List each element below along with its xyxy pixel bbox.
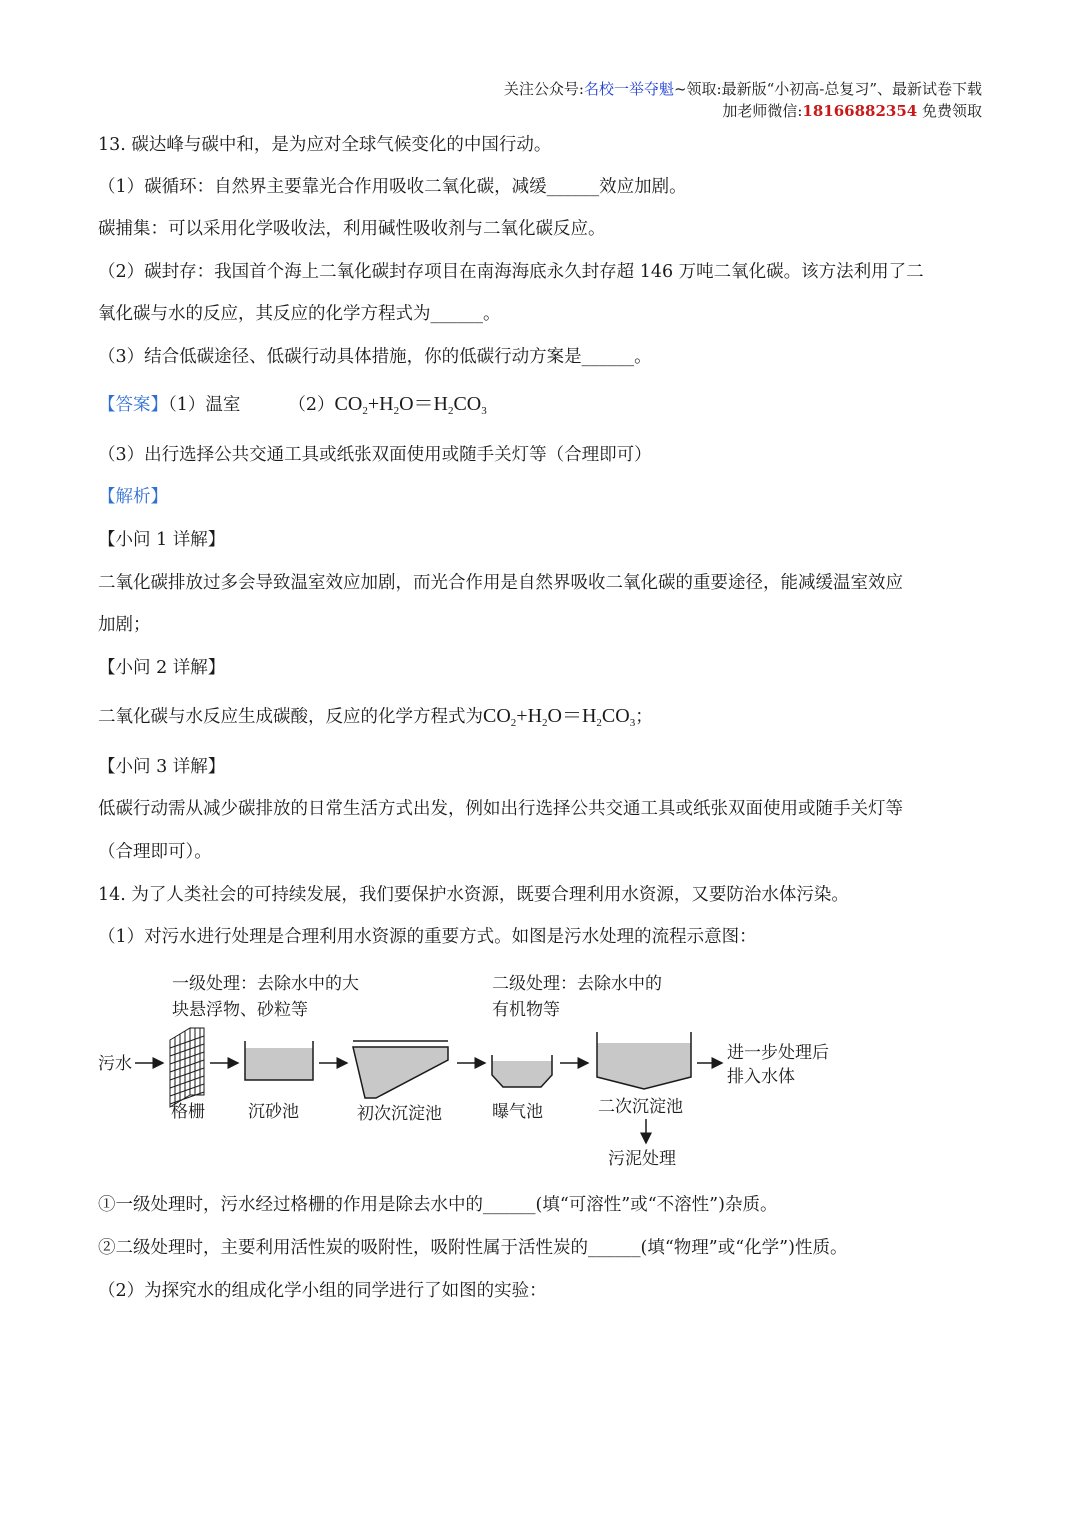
wechat-number: 18166882354 <box>802 102 918 120</box>
sub2-title: 【小问 2 详解】 <box>98 658 226 678</box>
q13-stem: 13. 碳达峰与碳中和，是为应对全球气候变化的中国行动。 <box>98 135 552 155</box>
sub3-text-a: 低碳行动需从减少碳排放的日常生活方式出发，例如出行选择公共交通工具或纸张双面使用或随手关灯等 <box>98 799 903 819</box>
equation: $CO_2+H_2O=H_2CO_3$ <box>483 705 636 729</box>
secondary-desc-2: 有机物等 <box>492 1000 560 1020</box>
grid-screen-icon <box>170 1028 204 1107</box>
q13-part3: （3）结合低碳途径、低碳行动具体措施，你的低碳行动方案是______。 <box>98 347 652 367</box>
primary-tank <box>353 1047 448 1098</box>
primary-tank-label: 初次沉淀池 <box>357 1104 442 1124</box>
analysis-tag: 【解析】 <box>98 487 168 507</box>
sub3-text-b: （合理即可）。 <box>98 842 212 862</box>
answer-tag: 【答案】 <box>98 395 168 415</box>
promo-line-2: 加老师微信:18166882354 免费领取 <box>722 102 982 120</box>
output-label-1: 进一步处理后 <box>727 1043 829 1063</box>
q13-answer3: （3）出行选择公共交通工具或纸张双面使用或随手关灯等（合理即可） <box>98 445 652 465</box>
sub1-text-b: 加剧； <box>98 615 151 635</box>
q13-part2a: （2）碳封存：我国首个海上二氧化碳封存项目在南海海底永久封存超 146 万吨二氧化碳。该方法利用了二 <box>98 262 924 282</box>
grid-label: 格栅 <box>171 1102 205 1122</box>
output-label-2: 排入水体 <box>727 1067 795 1087</box>
q13-part1: （1）碳循环：自然界主要靠光合作用吸收二氧化碳，减缓______效应加剧。 <box>98 177 687 197</box>
secondary-desc-1: 二级处理：去除水中的 <box>492 974 662 994</box>
q14-part2: （2）为探究水的组成化学小组的同学进行了如图的实验： <box>98 1281 547 1301</box>
aeration-tank-water <box>492 1061 552 1087</box>
primary-desc-1: 一级处理：去除水中的大 <box>172 974 359 994</box>
wastewater-flow-diagram <box>95 965 855 1180</box>
q14-sub2: ②二级处理时，主要利用活性炭的吸附性，吸附性属于活性炭的______(填“物理”或“化学”)性质。 <box>98 1238 848 1258</box>
sub1-text-a: 二氧化碳排放过多会导致温室效应加剧，而光合作用是自然界吸收二氧化碳的重要途径，能减缓温室效应 <box>98 573 903 593</box>
q13-answer: 【答案】（1）温室 $(2)CO_2+H_2O=H_2CO_3$ <box>98 393 487 417</box>
grit-tank-water <box>245 1048 313 1080</box>
q14-stem: 14. 为了人类社会的可持续发展，我们要保护水资源，既要合理利用水资源，又要防治水体污染。 <box>98 885 849 905</box>
sub3-title: 【小问 3 详解】 <box>98 757 226 777</box>
primary-desc-2: 块悬浮物、砂粒等 <box>172 1000 308 1020</box>
q14-part1: （1）对污水进行处理是合理利用水资源的重要方式。如图是污水处理的流程示意图： <box>98 927 757 947</box>
q14-sub1: ①一级处理时，污水经过格栅的作用是除去水中的______(填“可溶性”或“不溶性”)杂质。 <box>98 1195 778 1215</box>
secondary-tank-water <box>597 1043 691 1089</box>
sludge-label: 污泥处理 <box>608 1149 676 1169</box>
promo-line-1: 关注公众号:名校一举夺魁~领取:最新版“小初高-总复习”、最新试卷下载 <box>503 80 982 98</box>
sub1-title: 【小问 1 详解】 <box>98 530 226 550</box>
sub2-text: 二氧化碳与水反应生成碳酸，反应的化学方程式为$CO_2+H_2O=H_2CO_3$； <box>98 705 653 729</box>
aeration-label: 曝气池 <box>492 1102 543 1122</box>
promo-header <box>504 78 982 122</box>
equation: $CO_2+H_2O=H_2CO_3$ <box>334 393 487 417</box>
q13-part2b: 氧化碳与水的反应，其反应的化学方程式为______。 <box>98 304 501 324</box>
account-name[interactable]: 名校一举夺魁 <box>583 80 674 98</box>
secondary-tank-label: 二次沉淀池 <box>598 1097 683 1117</box>
q13-part1b: 碳捕集：可以采用化学吸收法，利用碱性吸收剂与二氧化碳反应。 <box>98 219 606 239</box>
grit-label: 沉砂池 <box>248 1102 299 1122</box>
sewage-label: 污水 <box>98 1054 132 1074</box>
